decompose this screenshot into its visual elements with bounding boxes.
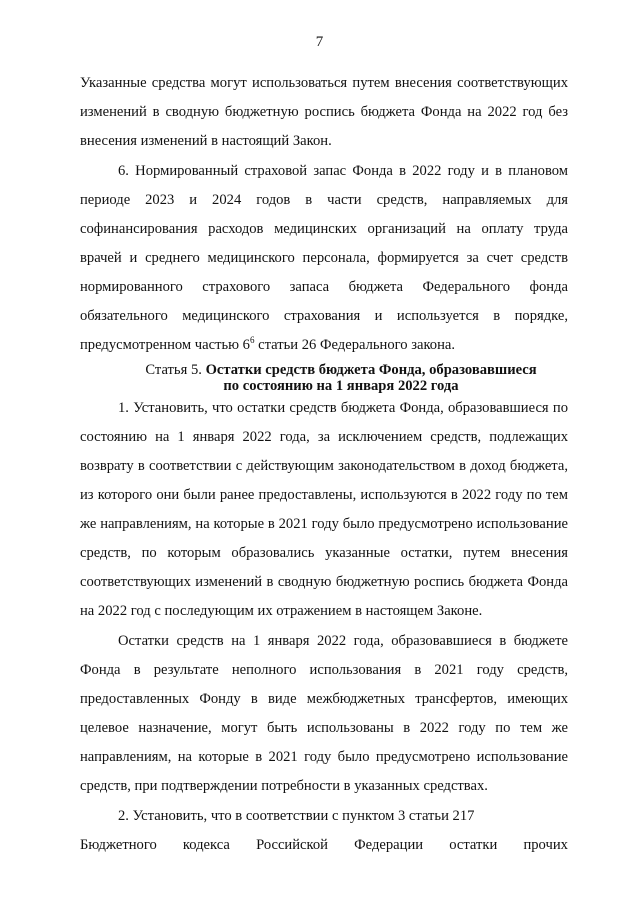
paragraph-balances-usage: 1. Установить, что остатки средств бюджета Фонда, образовавшиеся по состоянию на 1 января 2022 года, за исключением средств, подлежащих возврату в соответствии с действующим законодательством в доход бюджета, из которого они были ранее предоставлены, используются в 2022 году по тем же направлениям, на которые в 2021 году было предусмотрено использование средств, по которым образовались указанные остатки, путем внесения соответствующих изменений в сводную бюджетную роспись бюджета Фонда на 2022 год с последующим их отражением в настоящем Законе. <box>80 400 568 619</box>
article-title-line2: по состоянию на 1 января 2022 года <box>223 378 459 394</box>
paragraph-transfer-balances: Остатки средств на 1 января 2022 года, образовавшиеся в бюджете Фонда в результате неполного использования в 2021 году средств, предоставленных Фонду в виде межбюджетных трансфертов, имеющих целевое назначение, могут быть использованы в 2022 году по тем же направлениям, на которые в 2021 году было предусмотрено использование средств, при подтверждении потребности в указанных средствах. <box>80 633 568 794</box>
paragraph-insurance-reserve-text: 6. Нормированный страховой запас Фонда в 2022 году и в плановом периоде 2023 и 2024 годов в части средств, направляемых для софинансирования расходов медицинских организаций на оплату труда врачей и среднего медицинского персонала, формируется за счет средств нормированного страхового запаса бюджета Федерального фонда обязательного медицинского страхования и используется в порядке, предусмотренном частью 6 <box>80 163 568 353</box>
paragraph-budget-code-continuation <box>80 831 568 860</box>
page-number: 7 <box>315 34 324 50</box>
word: Российской <box>256 837 328 853</box>
paragraph-budget-code: 2. Установить, что в соответствии с пунктом 3 статьи 217 <box>118 808 475 824</box>
paragraph-insurance-reserve-tail: статьи 26 Федерального закона. <box>254 337 456 353</box>
document-body <box>80 69 568 860</box>
superscript-part-number: 6 <box>249 335 255 346</box>
word: Федерации <box>354 837 424 853</box>
article-heading <box>80 362 568 394</box>
word: кодекса <box>182 837 230 853</box>
word: прочих <box>523 837 568 853</box>
paragraph-insurance-reserve <box>80 157 568 360</box>
paragraph-funds-usage: Указанные средства могут использоваться путем внесения соответствующих изменений в сводную бюджетную роспись бюджета Фонда на 2022 год без внесения изменений в настоящий Закон. <box>80 75 568 149</box>
word: остатки <box>449 837 498 853</box>
word: Бюджетного <box>80 837 157 853</box>
article-number: Статья 5. <box>145 362 202 378</box>
article-title-line1: Остатки средств бюджета Фонда, образовавшиеся <box>205 362 537 378</box>
